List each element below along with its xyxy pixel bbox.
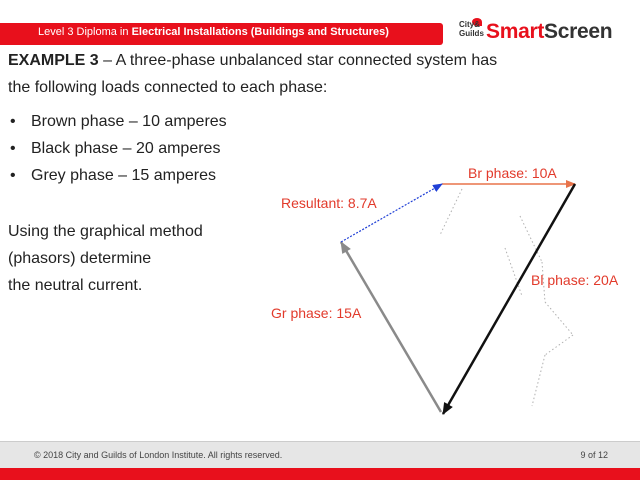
black-phase-label: Bl phase: 20A <box>531 272 619 288</box>
instruction-line: Using the graphical method <box>8 223 203 240</box>
logo-smart-text: Smart <box>486 20 545 43</box>
logo-city-text: City& <box>459 20 480 29</box>
list-item: • Grey phase – 15 amperes <box>8 166 227 193</box>
page-number: 9 <box>580 450 586 460</box>
example-title-line2: the following loads connected to each phase: <box>8 79 328 96</box>
list-item: • Black phase – 20 amperes <box>8 139 227 166</box>
resultant-label: Resultant: 8.7A <box>281 195 377 211</box>
black-phasor <box>443 184 575 414</box>
copyright-text: © 2018 City and Guilds of London Institute. All rights reserved. <box>34 450 283 460</box>
instruction-line: the neutral current. <box>8 277 143 294</box>
grey-phasor <box>341 242 441 412</box>
brown-phase-label: Br phase: 10A <box>468 165 557 181</box>
example-title-rest: – A three-phase unbalanced star connected system has <box>98 52 498 69</box>
instruction-line: (phasors) determine <box>8 250 152 267</box>
course-title-bold: Electrical Installations (Buildings and Structures) <box>131 26 389 38</box>
page-total: of 12 <box>587 450 608 460</box>
page-indicator <box>580 450 608 460</box>
logo-screen-text: Screen <box>544 20 613 43</box>
example-title-bold: EXAMPLE 3 <box>8 52 99 69</box>
list-item: • Brown phase – 10 amperes <box>8 112 227 139</box>
footer-red-bar <box>0 468 640 480</box>
logo-guilds-text: Guilds <box>459 29 484 38</box>
course-title-prefix: Level 3 Diploma in <box>38 26 132 38</box>
grey-phase-label: Gr phase: 15A <box>271 305 362 321</box>
resultant-phasor <box>341 184 442 242</box>
